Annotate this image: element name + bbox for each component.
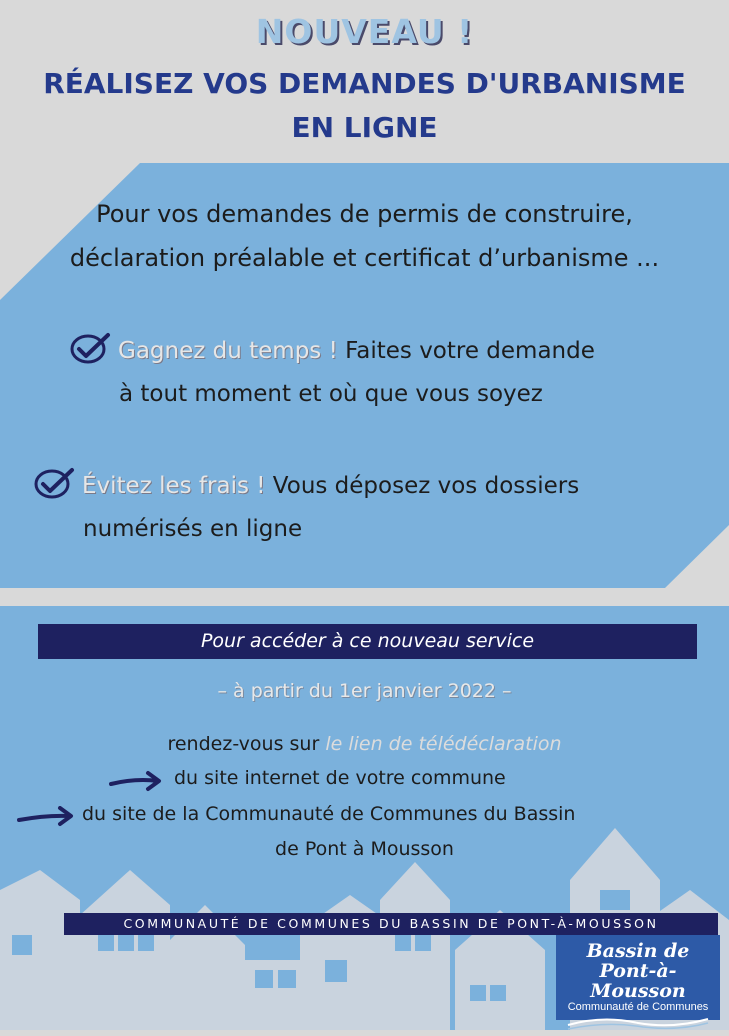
nouveau-badge: NOUVEAU ! — [255, 12, 474, 51]
benefit-text: Faites votre demande — [337, 338, 595, 364]
option-community-line-1: du site de la Communauté de Communes du Bassin — [82, 803, 576, 825]
logo-line-2: Pont-à-Mousson — [590, 960, 686, 1002]
arrow-right-icon — [16, 806, 76, 828]
logo-line-3: Communauté de Communes — [567, 1001, 709, 1013]
benefit-highlight: Gagnez du temps ! — [118, 338, 338, 364]
teledeclaration-link[interactable]: le lien de télédéclaration — [325, 733, 562, 755]
footer-band: COMMUNAUTÉ DE COMMUNES DU BASSIN DE PONT-À-MOUSSON — [64, 913, 718, 935]
benefit-line-2: à tout moment et où que vous soyez — [119, 381, 543, 407]
visit-line — [0, 733, 729, 755]
access-banner: Pour accéder à ce nouveau service — [38, 624, 697, 659]
visit-prefix: rendez-vous sur — [167, 733, 326, 755]
title-line-1: RÉALISEZ VOS DEMANDES D'URBANISME — [43, 67, 686, 100]
page-title — [20, 62, 709, 150]
benefit-line-1 — [34, 465, 579, 508]
option-commune: du site internet de votre commune — [174, 767, 506, 789]
bridge-icon — [563, 1013, 713, 1031]
logo — [556, 935, 720, 1020]
option-community-line-2: de Pont à Mousson — [275, 838, 454, 860]
benefit-highlight: Évitez les frais ! — [82, 473, 266, 499]
benefit-avoid-fees — [34, 465, 579, 551]
benefit-line-2: numérisés en ligne — [83, 516, 303, 542]
benefit-text: Vous déposez vos dossiers — [265, 473, 580, 499]
logo-line-1: Bassin de — [586, 940, 690, 962]
benefit-line-1 — [70, 330, 595, 373]
intro-line-1: Pour vos demandes de permis de construire, — [96, 200, 633, 228]
arrow-right-icon — [108, 770, 164, 792]
intro-text — [0, 192, 729, 280]
check-circle-icon — [70, 332, 112, 364]
check-circle-icon — [34, 467, 76, 499]
benefit-save-time — [70, 330, 595, 416]
intro-line-2: déclaration préalable et certificat d’urbanisme ... — [69, 244, 660, 272]
start-date: – à partir du 1er janvier 2022 – — [217, 680, 512, 702]
title-line-2: EN LIGNE — [291, 111, 438, 144]
